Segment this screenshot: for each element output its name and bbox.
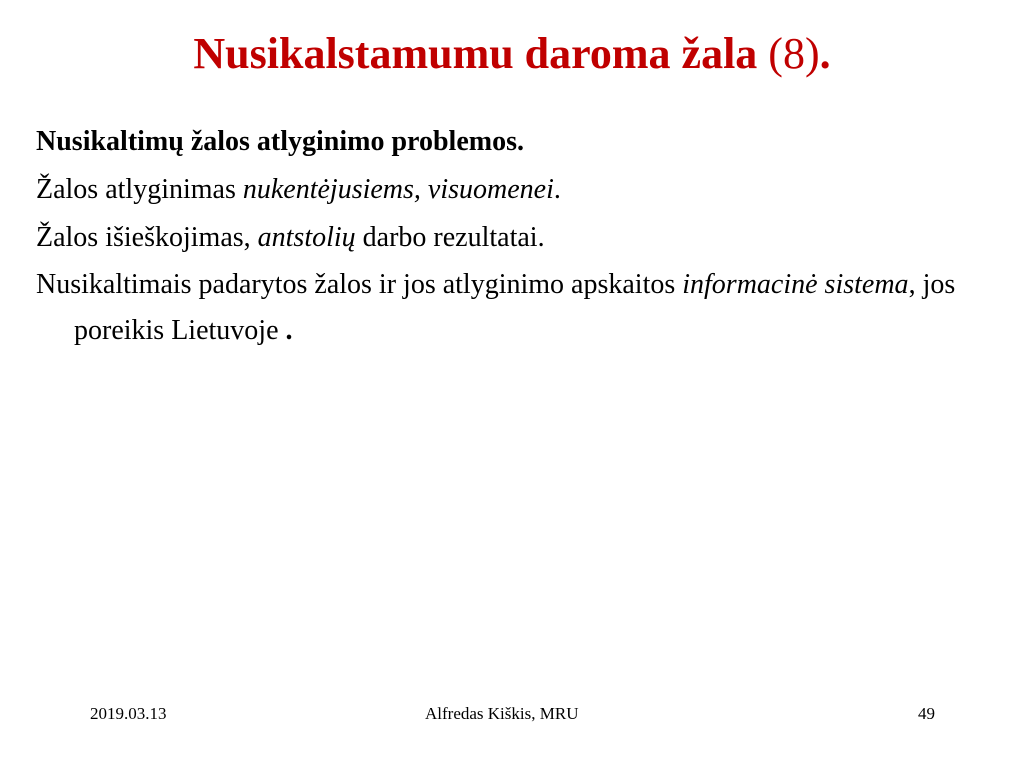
footer-author: Alfredas Kiškis, MRU xyxy=(425,704,579,723)
title-number: (8) xyxy=(757,29,820,78)
paragraph-3 xyxy=(36,214,996,262)
paragraph-3-italic: antstolių xyxy=(257,222,356,253)
slide-title xyxy=(0,22,1024,86)
paragraph-4-dot: . xyxy=(285,315,293,346)
title-dot: . xyxy=(819,29,831,78)
title-main: Nusikalstamumu daroma žala xyxy=(193,29,758,78)
paragraph-4-text-c: , jos poreikis Lietuvoje xyxy=(74,269,956,346)
paragraph-2-text-a: Žalos atlyginimas xyxy=(36,174,243,205)
paragraph-2-italic: nukentėjusiems, visuomenei xyxy=(242,174,554,205)
paragraph-2 xyxy=(36,166,996,214)
paragraph-4-text-a: Nusikaltimais padarytos žalos ir jos atlyginimo apskaitos xyxy=(36,269,683,300)
slide-body xyxy=(36,118,996,354)
paragraph-3-text-c: darbo rezultatai. xyxy=(355,222,545,253)
paragraph-1: Nusikaltimų žalos atlyginimo problemos. xyxy=(36,126,524,157)
paragraph-4-italic: informacinė sistema xyxy=(682,269,909,300)
footer-date: 2019.03.13 xyxy=(90,704,167,723)
paragraph-2-text-c: . xyxy=(553,174,561,205)
paragraph-4 xyxy=(36,262,996,354)
footer-page-number: 49 xyxy=(918,704,935,723)
paragraph-3-text-a: Žalos išieškojimas, xyxy=(36,222,258,253)
